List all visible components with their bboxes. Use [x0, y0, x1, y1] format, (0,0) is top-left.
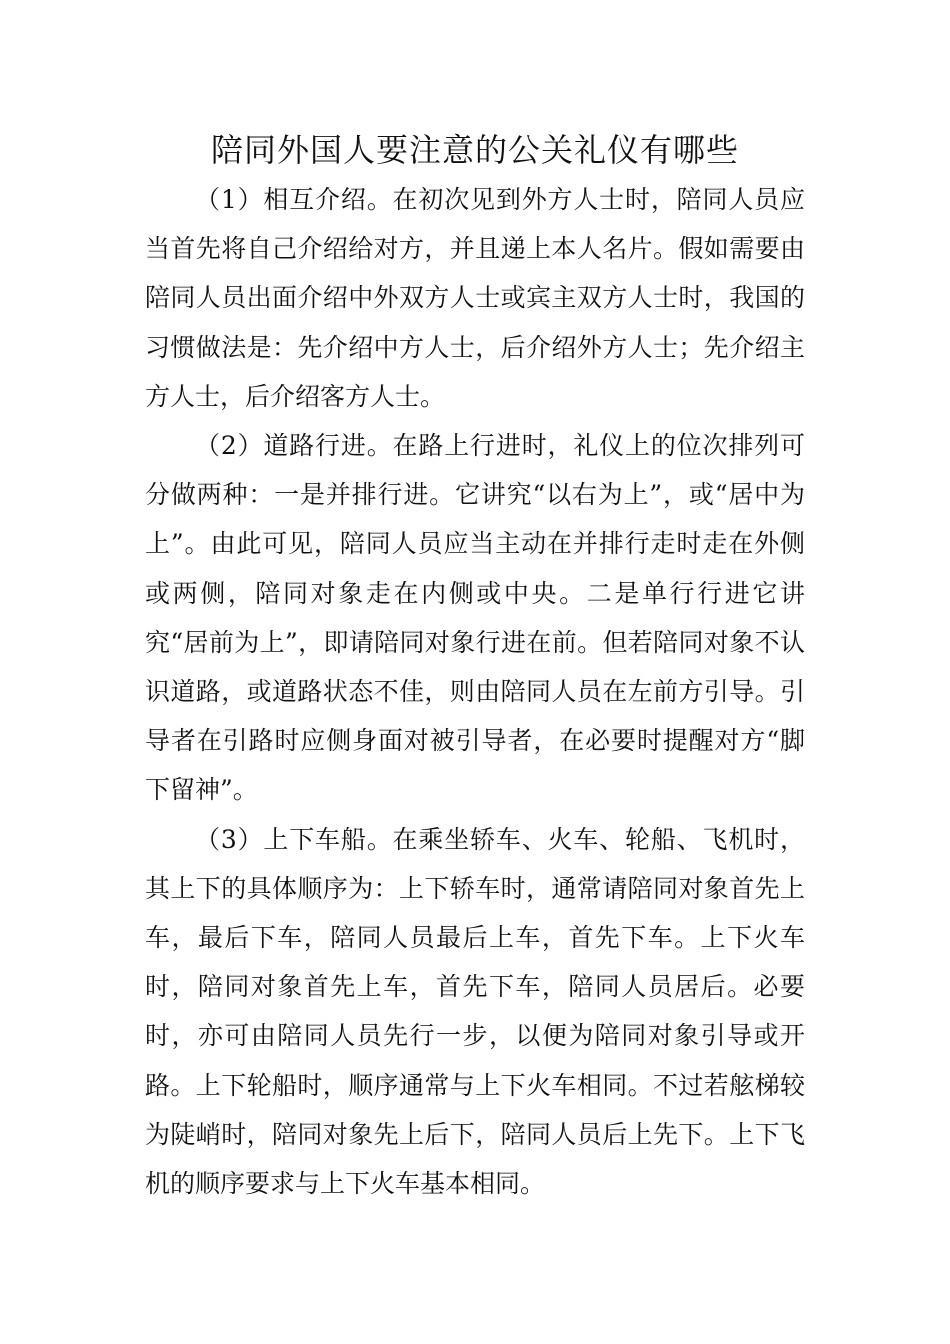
paragraph-introductions: （1）相互介绍。在初次见到外方人士时，陪同人员应当首先将自己介绍给对方，并且递上本人名片。假如需要由陪同人员出面介绍中外双方人士或宾主双方人士时，我国的习惯做法是：先介绍中方人士，后介绍外方人士；先介绍主方人士，后介绍客方人士。 — [145, 185, 805, 411]
paragraph-walking: （2）道路行进。在路上行进时，礼仪上的位次排列可分做两种：一是并排行进。它讲究“以右为上”，或“居中为上”。由此可见，陪同人员应当主动在并排行走时走在外侧或两侧，陪同对象走在内侧或中央。二是单行行进它讲究“居前为上”，即请陪同对象行进在前。但若陪同对象不认识道路，或道路状态不佳，则由陪同人员在左前方引导。引导者在引路时应侧身面对被引导者，在必要时提醒对方“脚下留神”。 — [145, 431, 805, 805]
document-body — [145, 175, 805, 1208]
document-title: 陪同外国人要注意的公关礼仪有哪些 — [210, 131, 739, 169]
paragraph-vehicles: （3）上下车船。在乘坐轿车、火车、轮船、飞机时，其上下的具体顺序为：上下轿车时，通常请陪同对象首先上车，最后下车，陪同人员最后上车，首先下车。上下火车时，陪同对象首先上车，首先下车，陪同人员居后。必要时，亦可由陪同人员先行一步，以便为陪同对象引导或开路。上下轮船时，顺序通常与上下火车相同。不过若舷梯较为陡峭时，陪同对象先上后下，陪同人员后上先下。上下飞机的顺序要求与上下火车基本相同。 — [145, 824, 805, 1199]
